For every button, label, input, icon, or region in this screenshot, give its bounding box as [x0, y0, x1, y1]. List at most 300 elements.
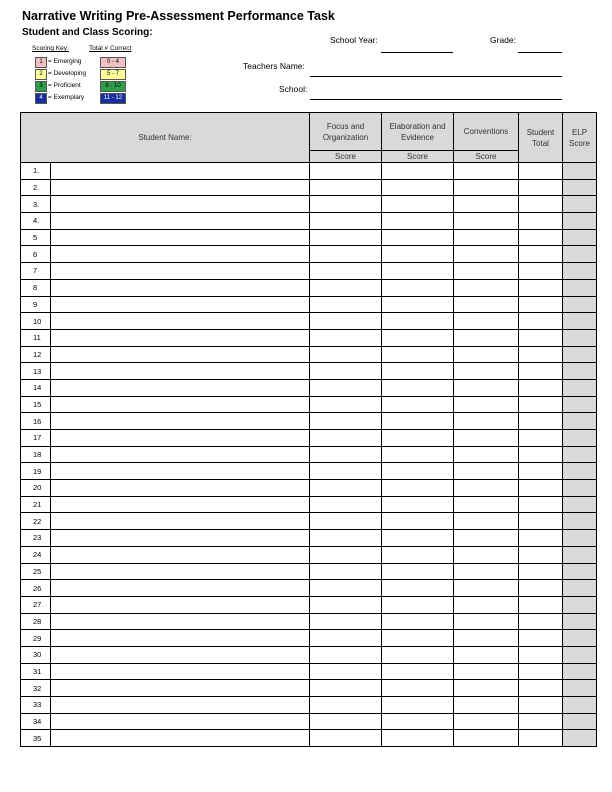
elp-score-cell[interactable]: [563, 713, 597, 730]
student-name-cell[interactable]: [51, 446, 310, 463]
row-number: 14: [21, 379, 51, 396]
row-number: 21: [21, 496, 51, 513]
elaboration-score-cell[interactable]: [382, 630, 454, 647]
elp-score-cell[interactable]: [563, 663, 597, 680]
student-name-cell[interactable]: [51, 563, 310, 580]
student-total-cell[interactable]: [519, 563, 563, 580]
focus-score-cell[interactable]: [310, 730, 382, 747]
student-name-cell[interactable]: [51, 296, 310, 313]
focus-score-cell[interactable]: [310, 413, 382, 430]
elp-score-cell[interactable]: [563, 630, 597, 647]
student-name-cell[interactable]: [51, 596, 310, 613]
student-total-cell[interactable]: [519, 263, 563, 280]
elaboration-score-cell[interactable]: [382, 563, 454, 580]
focus-score-cell[interactable]: [310, 580, 382, 597]
row-number: 12: [21, 346, 51, 363]
grade-field[interactable]: [518, 52, 562, 53]
page-subtitle: Student and Class Scoring:: [22, 27, 153, 38]
conventions-score-cell[interactable]: [454, 379, 519, 396]
conventions-score-cell[interactable]: [454, 446, 519, 463]
focus-score-cell[interactable]: [310, 179, 382, 196]
focus-score-cell[interactable]: [310, 196, 382, 213]
conventions-score-cell[interactable]: [454, 730, 519, 747]
focus-score-cell[interactable]: [310, 446, 382, 463]
row-number: 29: [21, 630, 51, 647]
student-name-cell[interactable]: [51, 196, 310, 213]
conventions-score-cell[interactable]: [454, 396, 519, 413]
elp-score-cell[interactable]: [563, 513, 597, 530]
student-total-cell[interactable]: [519, 630, 563, 647]
elp-score-cell[interactable]: [563, 646, 597, 663]
table-row: [21, 730, 597, 747]
row-number: 22: [21, 513, 51, 530]
student-name-cell[interactable]: [51, 163, 310, 180]
student-total-cell[interactable]: [519, 613, 563, 630]
elaboration-score-cell[interactable]: [382, 279, 454, 296]
focus-score-cell[interactable]: [310, 513, 382, 530]
teachers-name-field[interactable]: [310, 76, 562, 77]
elp-score-cell[interactable]: [563, 396, 597, 413]
key-score-box: 1: [35, 57, 47, 68]
conventions-score-cell[interactable]: [454, 513, 519, 530]
conventions-score-cell[interactable]: [454, 613, 519, 630]
table-row: [21, 213, 597, 230]
elaboration-score-cell[interactable]: [382, 363, 454, 380]
student-total-cell[interactable]: [519, 363, 563, 380]
table-row: [21, 580, 597, 597]
elaboration-score-cell[interactable]: [382, 546, 454, 563]
student-total-cell[interactable]: [519, 379, 563, 396]
focus-score-subheader: Score: [310, 151, 382, 163]
table-row: [21, 713, 597, 730]
student-name-cell[interactable]: [51, 246, 310, 263]
table-row: [21, 697, 597, 714]
table-row: [21, 463, 597, 480]
student-name-cell[interactable]: [51, 379, 310, 396]
table-row: [21, 363, 597, 380]
student-name-cell[interactable]: [51, 730, 310, 747]
row-number: 13: [21, 363, 51, 380]
table-row: [21, 630, 597, 647]
student-name-cell[interactable]: [51, 313, 310, 330]
student-total-cell[interactable]: [519, 296, 563, 313]
focus-score-cell[interactable]: [310, 313, 382, 330]
student-name-cell[interactable]: [51, 213, 310, 230]
row-number: 27: [21, 596, 51, 613]
student-total-cell[interactable]: [519, 663, 563, 680]
elaboration-score-cell[interactable]: [382, 179, 454, 196]
table-row: [21, 480, 597, 497]
elp-score-cell[interactable]: [563, 213, 597, 230]
elaboration-score-cell[interactable]: [382, 163, 454, 180]
elaboration-score-cell[interactable]: [382, 446, 454, 463]
elp-score-cell[interactable]: [563, 496, 597, 513]
key-range-box: 8 - 10: [100, 81, 126, 92]
table-row: [21, 613, 597, 630]
conventions-score-cell[interactable]: [454, 563, 519, 580]
focus-score-cell[interactable]: [310, 213, 382, 230]
row-number: 7: [21, 263, 51, 280]
row-number: 35: [21, 730, 51, 747]
elp-score-cell[interactable]: [563, 329, 597, 346]
conventions-score-cell[interactable]: [454, 697, 519, 714]
table-row: [21, 229, 597, 246]
focus-score-cell[interactable]: [310, 680, 382, 697]
student-name-cell[interactable]: [51, 396, 310, 413]
conventions-score-cell[interactable]: [454, 713, 519, 730]
conventions-score-cell[interactable]: [454, 246, 519, 263]
elp-score-cell[interactable]: [563, 179, 597, 196]
row-number: 15: [21, 396, 51, 413]
focus-score-cell[interactable]: [310, 430, 382, 447]
focus-score-cell[interactable]: [310, 496, 382, 513]
elaboration-score-cell[interactable]: [382, 229, 454, 246]
row-number: 18: [21, 446, 51, 463]
conventions-score-cell[interactable]: [454, 463, 519, 480]
elaboration-score-cell[interactable]: [382, 213, 454, 230]
elp-score-cell[interactable]: [563, 313, 597, 330]
row-number: 24: [21, 546, 51, 563]
table-row: [21, 313, 597, 330]
focus-score-cell[interactable]: [310, 630, 382, 647]
school-year-field[interactable]: [381, 52, 453, 53]
conventions-score-cell[interactable]: [454, 680, 519, 697]
student-name-cell[interactable]: [51, 680, 310, 697]
row-number: 26: [21, 580, 51, 597]
table-row: [21, 246, 597, 263]
student-name-cell[interactable]: [51, 663, 310, 680]
conventions-score-cell[interactable]: [454, 596, 519, 613]
elaboration-score-cell[interactable]: [382, 513, 454, 530]
elaboration-score-cell[interactable]: [382, 329, 454, 346]
elaboration-score-cell[interactable]: [382, 196, 454, 213]
elp-score-cell[interactable]: [563, 413, 597, 430]
focus-score-cell[interactable]: [310, 229, 382, 246]
elp-score-cell[interactable]: [563, 446, 597, 463]
table-row: [21, 446, 597, 463]
key-range-box: 11 - 12: [100, 93, 126, 104]
elaboration-score-cell[interactable]: [382, 580, 454, 597]
conventions-score-subheader: Score: [454, 151, 519, 163]
elp-score-cell[interactable]: [563, 613, 597, 630]
conventions-score-cell[interactable]: [454, 430, 519, 447]
focus-score-cell[interactable]: [310, 530, 382, 547]
student-name-header: Student Name:: [21, 113, 310, 163]
elaboration-score-subheader: Score: [382, 151, 454, 163]
elp-score-cell[interactable]: [563, 596, 597, 613]
row-number: 34: [21, 713, 51, 730]
conventions-score-cell[interactable]: [454, 646, 519, 663]
row-number: 33: [21, 697, 51, 714]
table-row: [21, 663, 597, 680]
student-total-cell[interactable]: [519, 313, 563, 330]
row-number: 30: [21, 646, 51, 663]
student-total-cell[interactable]: [519, 329, 563, 346]
focus-score-cell[interactable]: [310, 263, 382, 280]
focus-score-cell[interactable]: [310, 646, 382, 663]
row-number: 25: [21, 563, 51, 580]
student-total-cell[interactable]: [519, 229, 563, 246]
conventions-score-cell[interactable]: [454, 413, 519, 430]
focus-score-cell[interactable]: [310, 246, 382, 263]
student-name-cell[interactable]: [51, 496, 310, 513]
grade-label: Grade:: [490, 35, 516, 45]
table-row: [21, 563, 597, 580]
row-number: 17: [21, 430, 51, 447]
student-name-cell[interactable]: [51, 279, 310, 296]
elp-score-cell[interactable]: [563, 263, 597, 280]
elp-score-cell[interactable]: [563, 480, 597, 497]
elaboration-score-cell[interactable]: [382, 530, 454, 547]
focus-score-cell[interactable]: [310, 480, 382, 497]
elp-score-cell[interactable]: [563, 229, 597, 246]
elaboration-score-cell[interactable]: [382, 346, 454, 363]
elp-score-cell[interactable]: [563, 730, 597, 747]
elp-score-cell[interactable]: [563, 296, 597, 313]
focus-score-cell[interactable]: [310, 596, 382, 613]
student-name-cell[interactable]: [51, 329, 310, 346]
elaboration-score-cell[interactable]: [382, 480, 454, 497]
row-number: 6: [21, 246, 51, 263]
table-row: [21, 379, 597, 396]
elp-score-cell[interactable]: [563, 346, 597, 363]
elp-score-cell[interactable]: [563, 163, 597, 180]
student-name-cell[interactable]: [51, 346, 310, 363]
conventions-score-cell[interactable]: [454, 546, 519, 563]
focus-score-cell[interactable]: [310, 296, 382, 313]
row-number: 31: [21, 663, 51, 680]
focus-score-cell[interactable]: [310, 346, 382, 363]
elaboration-score-cell[interactable]: [382, 663, 454, 680]
row-number: 32: [21, 680, 51, 697]
elp-score-cell[interactable]: [563, 246, 597, 263]
table-row: [21, 596, 597, 613]
student-total-cell[interactable]: [519, 596, 563, 613]
focus-score-cell[interactable]: [310, 379, 382, 396]
school-field[interactable]: [310, 99, 562, 100]
student-total-cell[interactable]: [519, 713, 563, 730]
focus-score-cell[interactable]: [310, 279, 382, 296]
table-row: [21, 680, 597, 697]
conventions-header: Conventions: [454, 113, 519, 151]
elp-score-cell[interactable]: [563, 196, 597, 213]
conventions-score-cell[interactable]: [454, 229, 519, 246]
conventions-score-cell[interactable]: [454, 163, 519, 180]
student-total-cell[interactable]: [519, 480, 563, 497]
elaboration-score-cell[interactable]: [382, 313, 454, 330]
elaboration-score-cell[interactable]: [382, 713, 454, 730]
table-row: [21, 530, 597, 547]
elp-score-cell[interactable]: [563, 430, 597, 447]
table-row: [21, 163, 597, 180]
student-name-cell[interactable]: [51, 430, 310, 447]
elp-score-cell[interactable]: [563, 697, 597, 714]
elaboration-score-cell[interactable]: [382, 430, 454, 447]
student-name-cell[interactable]: [51, 513, 310, 530]
elaboration-score-cell[interactable]: [382, 596, 454, 613]
student-total-cell[interactable]: [519, 697, 563, 714]
conventions-score-cell[interactable]: [454, 329, 519, 346]
student-total-cell[interactable]: [519, 496, 563, 513]
table-row: [21, 513, 597, 530]
key-score-box: 2: [35, 69, 47, 80]
elaboration-score-cell[interactable]: [382, 463, 454, 480]
student-total-cell[interactable]: [519, 680, 563, 697]
row-number: 19: [21, 463, 51, 480]
scoring-key-heading: Scoring Key:: [32, 45, 69, 52]
focus-score-cell[interactable]: [310, 463, 382, 480]
row-number: 23: [21, 530, 51, 547]
conventions-score-cell[interactable]: [454, 313, 519, 330]
conventions-score-cell[interactable]: [454, 296, 519, 313]
elaboration-score-cell[interactable]: [382, 296, 454, 313]
key-score-box: 4: [35, 93, 47, 104]
elp-score-cell[interactable]: [563, 279, 597, 296]
focus-score-cell[interactable]: [310, 329, 382, 346]
key-range-box: 5 - 7: [100, 69, 126, 80]
row-number: 4.: [21, 213, 51, 230]
student-name-cell[interactable]: [51, 646, 310, 663]
student-name-cell[interactable]: [51, 480, 310, 497]
table-row: [21, 413, 597, 430]
student-total-cell[interactable]: [519, 213, 563, 230]
student-total-cell[interactable]: [519, 430, 563, 447]
conventions-score-cell[interactable]: [454, 279, 519, 296]
page-title: Narrative Writing Pre-Assessment Performance Task: [22, 9, 335, 23]
elp-score-cell[interactable]: [563, 563, 597, 580]
focus-score-cell[interactable]: [310, 163, 382, 180]
student-name-cell[interactable]: [51, 229, 310, 246]
focus-score-cell[interactable]: [310, 363, 382, 380]
conventions-score-cell[interactable]: [454, 196, 519, 213]
elp-score-cell[interactable]: [563, 580, 597, 597]
table-row: [21, 179, 597, 196]
table-row: [21, 430, 597, 447]
student-total-cell[interactable]: [519, 513, 563, 530]
focus-score-cell[interactable]: [310, 713, 382, 730]
conventions-score-cell[interactable]: [454, 213, 519, 230]
student-name-cell[interactable]: [51, 463, 310, 480]
elp-score-cell[interactable]: [563, 546, 597, 563]
key-range-box: 0 - 4: [100, 57, 126, 68]
key-level-label: = Emerging: [48, 58, 82, 65]
student-total-cell[interactable]: [519, 196, 563, 213]
elaboration-score-cell[interactable]: [382, 263, 454, 280]
student-total-cell[interactable]: [519, 580, 563, 597]
elp-score-cell[interactable]: [563, 363, 597, 380]
table-row: [21, 646, 597, 663]
conventions-score-cell[interactable]: [454, 530, 519, 547]
table-row: [21, 279, 597, 296]
elaboration-score-cell[interactable]: [382, 680, 454, 697]
elp-score-cell[interactable]: [563, 530, 597, 547]
row-number: 9: [21, 296, 51, 313]
table-row: [21, 329, 597, 346]
conventions-score-cell[interactable]: [454, 496, 519, 513]
student-total-cell[interactable]: [519, 530, 563, 547]
elaboration-score-cell[interactable]: [382, 646, 454, 663]
student-total-cell[interactable]: [519, 246, 563, 263]
row-number: 3.: [21, 196, 51, 213]
elaboration-score-cell[interactable]: [382, 379, 454, 396]
student-total-cell[interactable]: [519, 163, 563, 180]
elaboration-score-cell[interactable]: [382, 697, 454, 714]
student-total-cell[interactable]: [519, 346, 563, 363]
student-name-cell[interactable]: [51, 546, 310, 563]
student-name-cell[interactable]: [51, 413, 310, 430]
conventions-score-cell[interactable]: [454, 346, 519, 363]
table-row: [21, 546, 597, 563]
student-name-cell[interactable]: [51, 263, 310, 280]
conventions-score-cell[interactable]: [454, 263, 519, 280]
student-name-cell[interactable]: [51, 697, 310, 714]
table-row: [21, 196, 597, 213]
conventions-score-cell[interactable]: [454, 580, 519, 597]
key-level-label: = Developing: [48, 70, 87, 77]
focus-score-cell[interactable]: [310, 613, 382, 630]
focus-score-cell[interactable]: [310, 563, 382, 580]
elaboration-score-cell[interactable]: [382, 730, 454, 747]
student-total-cell[interactable]: [519, 446, 563, 463]
table-row: [21, 496, 597, 513]
conventions-score-cell[interactable]: [454, 630, 519, 647]
row-number: 5: [21, 229, 51, 246]
student-total-cell[interactable]: [519, 546, 563, 563]
student-total-cell[interactable]: [519, 463, 563, 480]
conventions-score-cell[interactable]: [454, 480, 519, 497]
focus-organization-header: Focus and Organization: [310, 113, 382, 151]
student-name-cell[interactable]: [51, 530, 310, 547]
row-number: 28: [21, 613, 51, 630]
elaboration-score-cell[interactable]: [382, 246, 454, 263]
table-row: [21, 346, 597, 363]
school-year-label: School Year:: [330, 35, 378, 45]
student-total-cell[interactable]: [519, 179, 563, 196]
student-name-cell[interactable]: [51, 630, 310, 647]
row-number: 11: [21, 329, 51, 346]
focus-score-cell[interactable]: [310, 546, 382, 563]
student-name-cell[interactable]: [51, 613, 310, 630]
key-level-label: = Proficient: [48, 82, 81, 89]
table-row: [21, 396, 597, 413]
focus-score-cell[interactable]: [310, 663, 382, 680]
student-name-cell[interactable]: [51, 713, 310, 730]
student-total-cell[interactable]: [519, 279, 563, 296]
elaboration-score-cell[interactable]: [382, 396, 454, 413]
elp-score-cell[interactable]: [563, 379, 597, 396]
elaboration-score-cell[interactable]: [382, 496, 454, 513]
conventions-score-cell[interactable]: [454, 363, 519, 380]
focus-score-cell[interactable]: [310, 396, 382, 413]
focus-score-cell[interactable]: [310, 697, 382, 714]
row-number: 8: [21, 279, 51, 296]
elp-score-cell[interactable]: [563, 680, 597, 697]
student-total-cell[interactable]: [519, 396, 563, 413]
elaboration-score-cell[interactable]: [382, 413, 454, 430]
student-total-cell[interactable]: [519, 730, 563, 747]
student-total-cell[interactable]: [519, 413, 563, 430]
student-name-cell[interactable]: [51, 580, 310, 597]
elaboration-score-cell[interactable]: [382, 613, 454, 630]
student-name-cell[interactable]: [51, 363, 310, 380]
student-total-cell[interactable]: [519, 646, 563, 663]
conventions-score-cell[interactable]: [454, 179, 519, 196]
row-number: 16: [21, 413, 51, 430]
teachers-name-label: Teachers Name:: [243, 61, 305, 71]
elp-score-cell[interactable]: [563, 463, 597, 480]
conventions-score-cell[interactable]: [454, 663, 519, 680]
student-name-cell[interactable]: [51, 179, 310, 196]
